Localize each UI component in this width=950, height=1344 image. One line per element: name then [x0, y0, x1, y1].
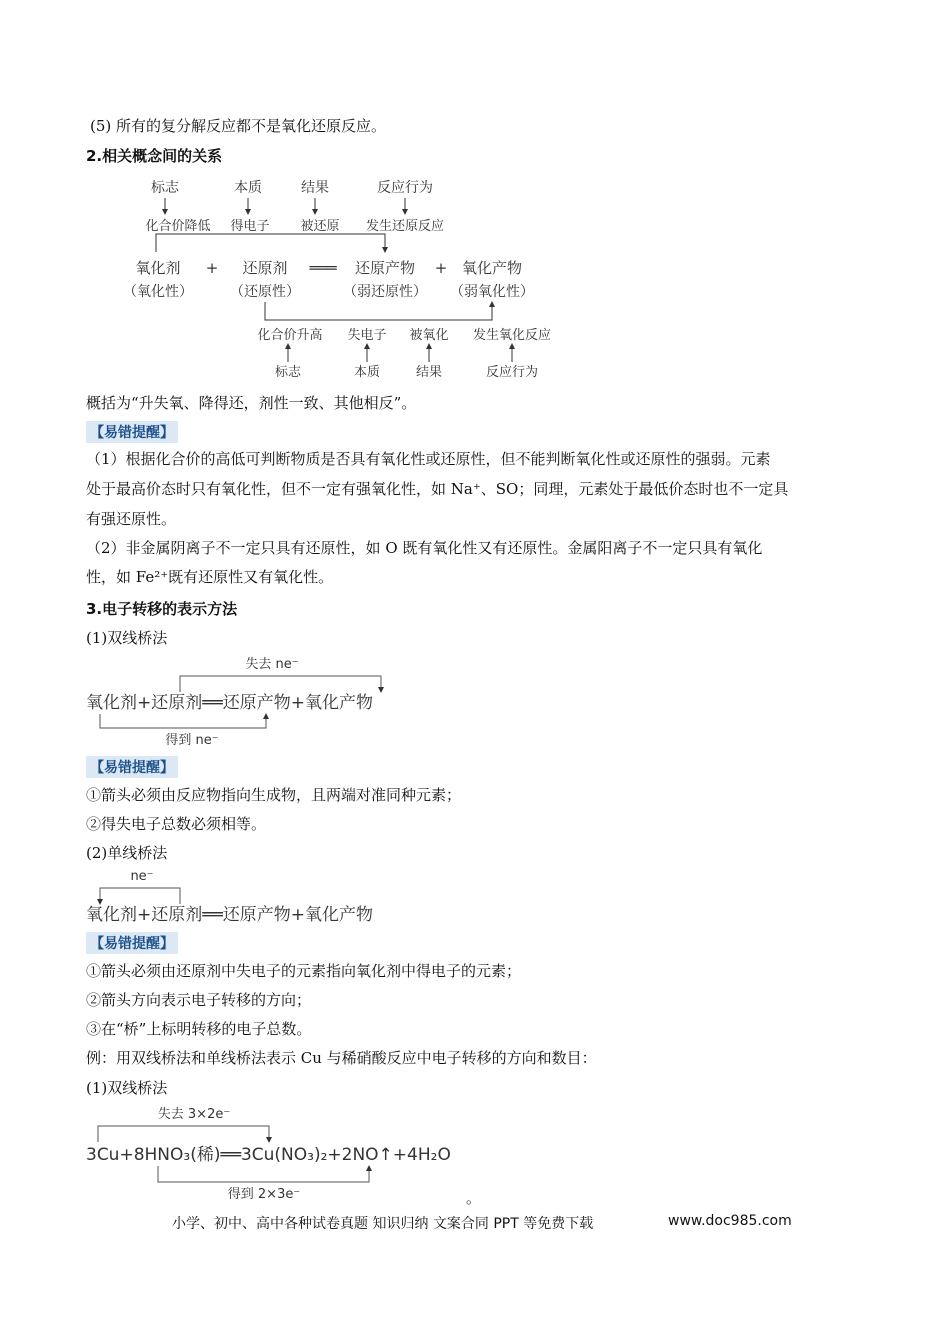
prop-reductant: （还原性） [230, 284, 300, 300]
bot-item-1: 失电子 [347, 328, 387, 343]
double-bridge-top-label: 失去 ne⁻ [245, 657, 299, 672]
bot-item-3: 发生氧化反应 [472, 328, 552, 343]
single-bridge-top-label: ne⁻ [130, 869, 154, 884]
concept-relationship-diagram [120, 172, 570, 382]
section-heading-2: 2.相关概念间的关系 [86, 147, 223, 165]
example-line: 例：用双线桥法和单线桥法表示 Cu 与稀硝酸反应中电子转移的方向和数目： [86, 1049, 597, 1067]
bot-label-1: 本质 [353, 365, 381, 380]
top-item-2: 被还原 [300, 219, 340, 234]
single-line-label: (2)单线桥法 [86, 844, 168, 862]
single-bridge-diagram [84, 866, 414, 928]
top-label-0: 标志 [151, 180, 179, 196]
rule-2: ②得失电子总数必须相等。 [86, 815, 267, 833]
prop-reduction-product: （弱还原性） [343, 284, 427, 300]
trailing-period: 。 [466, 1189, 482, 1207]
main-equals: ═══ [309, 259, 337, 277]
cu-equation: 3Cu+8HNO₃(稀)══3Cu(NO₃)₂+2NO↑+4H₂O [86, 1145, 451, 1165]
tip1-line-c: 有强还原性。 [86, 510, 177, 528]
double-bridge-bottom-label: 得到 ne⁻ [165, 733, 219, 748]
tip2-line-b: 性，如 Fe²⁺既有还原性又有氧化性。 [86, 568, 334, 586]
single-rule-2: ②箭头方向表示电子转移的方向； [86, 991, 312, 1009]
section-heading-3: 3.电子转移的表示方法 [86, 600, 238, 618]
copper-nitric-acid-diagram [84, 1100, 484, 1204]
bot-label-0: 标志 [274, 365, 302, 380]
line-item-5: (5) 所有的复分解反应都不是氧化还原反应。 [90, 117, 387, 135]
main-plus-1: + [205, 259, 219, 277]
bot-label-3: 反应行为 [485, 365, 539, 380]
cu-top-label: 失去 3×2e⁻ [157, 1107, 231, 1122]
single-rule-3: ③在“桥”上标明转移的电子总数。 [86, 1020, 312, 1038]
bot-item-0: 化合价升高 [257, 328, 323, 343]
tip-badge-1: 【易错提醒】 [86, 421, 178, 443]
main-oxidation-product: 氧化产物 [461, 259, 523, 277]
main-oxidant: 氧化剂 [135, 259, 181, 277]
bot-item-2: 被氧化 [409, 328, 449, 343]
top-label-2: 结果 [301, 180, 329, 196]
cu-bottom-label: 得到 2×3e⁻ [227, 1187, 301, 1202]
tip2-line-a: （2）非金属阴离子不一定只具有还原性，如 O 既有氧化性又有还原性。金属阳离子不一定只具有氧化 [86, 539, 763, 557]
footer-ad-text: 小学、初中、高中各种试卷真题 知识归纳 文案合同 PPT 等免费下载 [172, 1216, 594, 1232]
double-line-label-2: (1)双线桥法 [86, 1079, 168, 1097]
single-bridge-equation: 氧化剂+还原剂══还原产物+氧化产物 [86, 905, 373, 925]
top-item-1: 得电子 [230, 219, 270, 234]
main-plus-2: + [434, 259, 448, 277]
top-label-1: 本质 [234, 180, 262, 196]
tip1-line-b: 处于最高价态时只有氧化性，但不一定有强氧化性，如 Na⁺、SO；同理，元素处于最低价态时也不一定具 [86, 480, 789, 498]
top-item-3: 发生还原反应 [365, 219, 445, 234]
prop-oxidation-product: （弱氧化性） [450, 284, 534, 300]
single-rule-1: ①箭头必须由还原剂中失电子的元素指向氧化剂中得电子的元素； [86, 962, 522, 980]
main-reductant: 还原剂 [242, 259, 288, 277]
rule-1: ①箭头必须由反应物指向生成物，且两端对准同种元素； [86, 786, 462, 804]
tip-badge-2: 【易错提醒】 [86, 756, 178, 778]
main-reduction-product: 还原产物 [354, 259, 416, 277]
tip-badge-3: 【易错提醒】 [86, 932, 178, 954]
prop-oxidant: （氧化性） [123, 284, 193, 300]
top-label-3: 反应行为 [377, 180, 433, 196]
double-bridge-diagram [84, 650, 414, 750]
double-line-label-1: (1)双线桥法 [86, 629, 168, 647]
tip1-line-a: （1）根据化合价的高低可判断物质是否具有氧化性或还原性，但不能判断氧化性或还原性的强弱。元素 [86, 450, 771, 468]
bot-label-2: 结果 [415, 365, 443, 380]
double-bridge-equation: 氧化剂+还原剂══还原产物+氧化产物 [86, 693, 373, 713]
top-item-0: 化合价降低 [145, 219, 211, 234]
footer-website-link[interactable]: www.doc985.com [668, 1213, 792, 1229]
summary-line: 概括为“升失氧、降得还，剂性一致、其他相反”。 [86, 394, 417, 412]
